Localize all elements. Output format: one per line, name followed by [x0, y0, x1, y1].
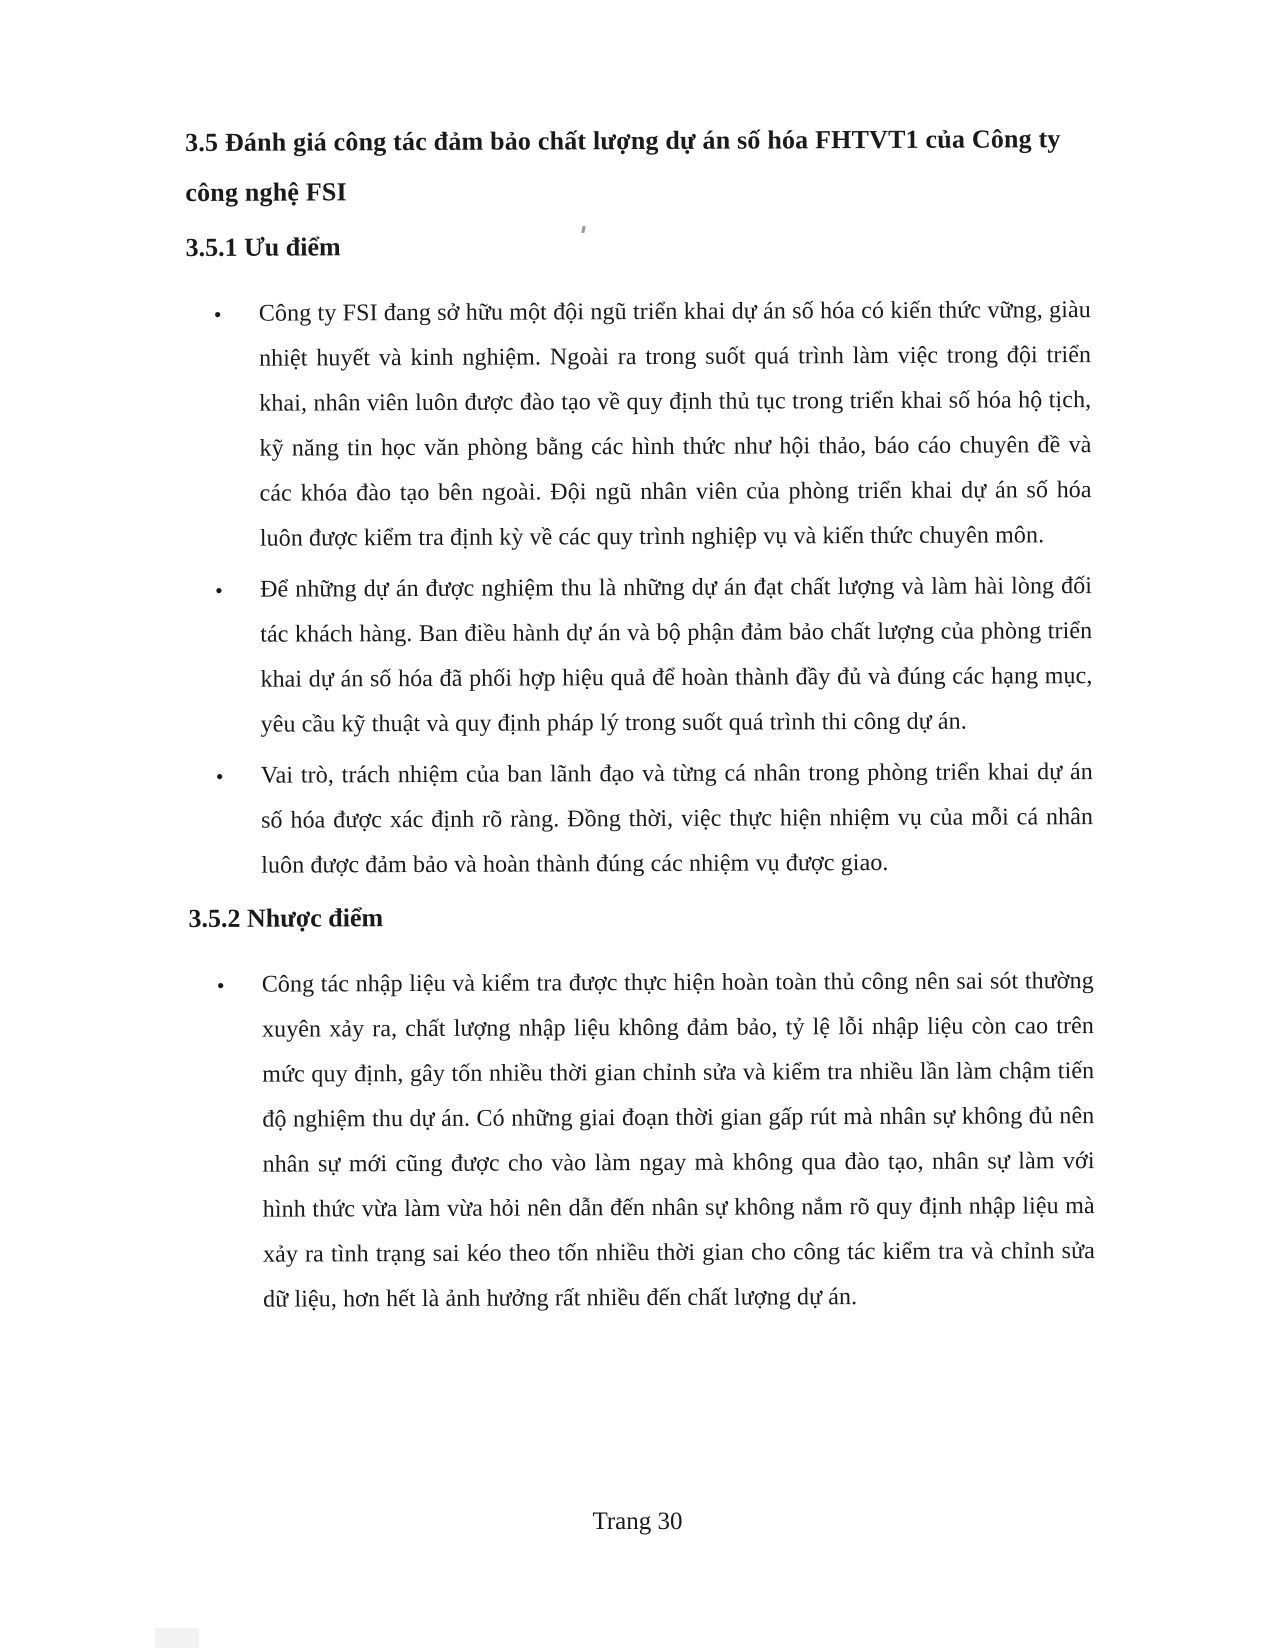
page-number: Trang 30 — [592, 1508, 683, 1535]
bullet-icon: • — [215, 763, 224, 789]
bullet-item — [215, 750, 1094, 889]
bullet-icon: • — [216, 972, 225, 998]
bullet-text: Công ty FSI đang sở hữu một đội ngũ triển khai dự án số hóa có kiến thức vững, giàu nhiệt huyết và kinh nghiệm. Ngoài ra trong suốt quá trình làm việc trong đội triển khai, nhân viên luôn được đào tạo về quy định thủ tục trong triển khai số hóa hộ tịch, kỹ năng tin học văn phòng bằng các hình thức như hội thảo, báo cáo chuyên đề và các khóa đào tạo bên ngoài. Đội ngũ nhân viên của phòng triển khai dự án số hóa luôn được kiểm tra định kỳ về các quy trình nghiệp vụ và kiến thức chuyên môn. — [258, 297, 1092, 552]
bullet-item — [215, 564, 1093, 748]
advantages-bullet-list — [186, 288, 1094, 889]
document-content — [185, 114, 1095, 1329]
scan-smudge-artifact — [155, 1628, 199, 1648]
bullet-text: Để những dự án được nghiệm thu là những dự án đạt chất lượng và làm hài lòng đối tác khách hàng. Ban điều hành dự án và bộ phận đảm bảo chất lượng của phòng triển khai dự án số hóa đã phối hợp hiệu quả để hoàn thành đầy đủ và đúng các hạng mục, yêu cầu kỹ thuật và quy định pháp lý trong suốt quá trình thi công dự án. — [260, 573, 1093, 738]
section-heading-3-5: 3.5 Đánh giá công tác đảm bảo chất lượng dự án số hóa FHTVT1 của Công ty công nghệ FSI — [185, 124, 1061, 207]
bullet-text: Công tác nhập liệu và kiểm tra được thực hiện hoàn toàn thủ công nên sai sót thường xuyên xảy ra, chất lượng nhập liệu không đảm bảo, tỷ lệ lỗi nhập liệu còn cao trên mức quy định, gây tốn nhiều thời gian chỉnh sửa và kiểm tra nhiều lần làm chậm tiến độ nghiệm thu dự án. Có những giai đoạn thời gian gấp rút mà nhân sự không đủ nên nhân sự mới cũng được cho vào làm ngay mà không qua đào tạo, nhân sự làm với hình thức vừa làm vừa hỏi nên dẫn đến nhân sự không nắm rõ quy định nhập liệu mà xảy ra tình trạng sai kéo theo tốn nhiều thời gian cho công tác kiểm tra và chỉnh sửa dữ liệu, hơn hết là ảnh hưởng rất nhiều đến chất lượng dự án. — [261, 968, 1096, 1313]
bullet-icon: • — [215, 577, 223, 603]
bullet-text: Vai trò, trách nhiệm của ban lãnh đạo và từng cá nhân trong phòng triển khai dự án số hóa được xác định rõ ràng. Đồng thời, việc thực hiện nhiệm vụ của mỗi cá nhân luôn được đảm bảo và hoàn thành đúng các nhiệm vụ được giao. — [260, 759, 1094, 879]
subsection-title-3-5-1: 3.5.1 Ưu điểm — [185, 232, 341, 262]
bullet-item — [216, 959, 1096, 1323]
subsection-title-3-5-2: 3.5.2 Nhược điểm — [188, 903, 384, 933]
disadvantages-bullet-list — [189, 959, 1096, 1323]
bullet-icon: • — [213, 301, 222, 327]
bullet-item — [213, 288, 1092, 562]
